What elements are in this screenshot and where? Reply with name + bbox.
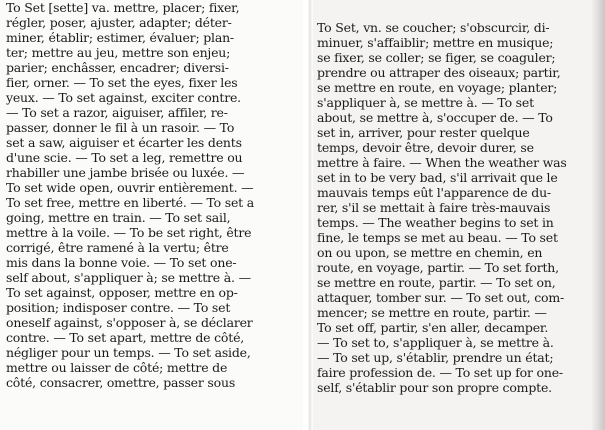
right-line-22: — To set to, s'appliquer à, se mettre à. [317,335,554,350]
right-line-20: mencer; se mettre en route, partir. — [317,305,547,320]
right-line-10: mettre à faire. — When the weather was [317,155,567,170]
right-line-3: se fixer, se coller; se figer, se coaguler; [317,50,556,65]
right-line-6: s'appliquer à, se mettre à. — To set [317,95,534,110]
right-line-16: on ou upon, se mettre en chemin, en [317,245,543,260]
left-line-5: parier; enchâsser, encadrer; diversi- [6,60,229,75]
page-gutter [304,0,313,430]
left-line-9: passer, donner le fil à un rasoir. — To [6,120,235,135]
right-line-17: route, en voyage, partir. — To set forth, [317,260,559,275]
left-line-16: mettre à la voile. — To be set right, être [6,225,252,240]
left-line-19: self about, s'appliquer à; se mettre à. — [6,270,251,285]
left-line-22: oneself against, s'opposer à, se déclarer [6,315,253,330]
right-line-21: To set off, partir, s'en aller, decamper. [317,320,549,335]
right-line-8: set in, arriver, pour rester quelque [317,125,530,140]
left-line-17: corrigé, être ramené à la vertu; être [6,240,229,255]
left-line-8: — To set a razor, aiguiser, affiler, re- [6,105,228,120]
left-line-10: set a saw, aiguiser et écarter les dents [6,135,242,150]
page-edge-shadow [591,0,605,430]
right-line-2: minuer, s'affaiblir; mettre en musique; [317,35,554,50]
right-line-24: faire profession de. — To set up for one- [317,365,563,380]
right-line-25: self, s'établir pour son propre compte. [317,380,552,395]
right-line-19: attaquer, tomber sur. — To set out, com- [317,290,565,305]
right-line-7: about, se mettre à, s'occuper de. — To [317,110,553,125]
left-line-21: position; indisposer contre. — To set [6,300,231,315]
right-line-11: set in to be very bad, s'il arrivait que le [317,170,558,185]
right-line-9: temps, devoir être, devoir durer, se [317,140,534,155]
left-line-18: mis dans la bonne voie. — To set one- [6,255,237,270]
right-line-18: se mettre en route, partir. — To set on, [317,275,556,290]
left-line-6: fier, orner. — To set the eyes, fixer les [6,75,238,90]
right-line-1: To Set, vn. se coucher; s'obscurcir, di- [317,20,550,35]
left-line-3: miner, établir; estimer, évaluer; plan- [6,30,234,45]
right-line-12: mauvais temps eût l'apparence de du- [317,185,551,200]
right-line-13: rer, s'il se mettait à faire très-mauvais [317,200,551,215]
right-line-23: — To set up, s'établir, prendre un état; [317,350,554,365]
left-line-13: To set wide open, ouvrir entièrement. — [6,180,254,195]
left-line-2: régler, poser, ajuster, adapter; déter- [6,15,232,30]
left-line-11: d'une scie. — To set a leg, remettre ou [6,150,243,165]
left-line-4: ter; mettre au jeu, mettre son enjeu; [6,45,231,60]
left-line-25: mettre ou laisser de côté; mettre de [6,360,228,375]
left-line-20: To set against, opposer, mettre en op- [6,285,238,300]
right-line-4: prendre ou attraper des oiseaux; partir, [317,65,561,80]
left-line-23: contre. — To set apart, mettre de côté, [6,330,245,345]
right-line-14: temps. — The weather begins to set in [317,215,554,230]
left-line-24: négliger pour un temps. — To set aside, [6,345,251,360]
left-line-26: côté, consacrer, omettre, passer sous [6,375,236,390]
left-line-7: yeux. — To set against, exciter contre. [6,90,241,105]
left-line-14: To set free, mettre en liberté. — To set a [6,195,255,210]
left-line-1: To Set [sette] va. mettre, placer; fixer, [6,0,240,15]
right-line-15: fine, le temps se met au beau. — To set [317,230,558,245]
right-line-5: se mettre en route, en voyage; planter; [317,80,558,95]
left-line-15: going, mettre en train. — To set sail, [6,210,231,225]
right-column [313,0,605,430]
left-line-12: rhabiller une jambe brisée ou luxée. — [6,165,245,180]
